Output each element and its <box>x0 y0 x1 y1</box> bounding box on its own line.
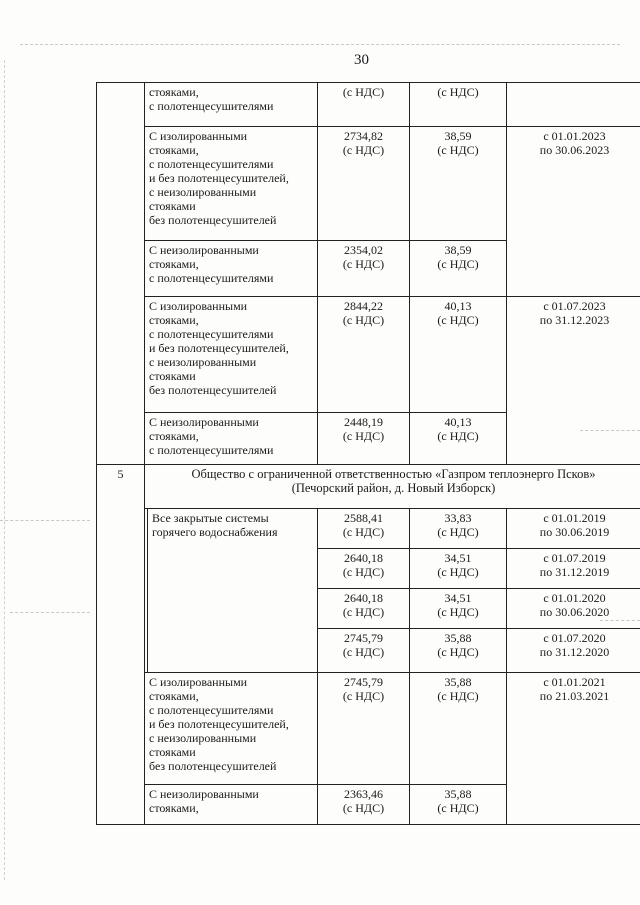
component-cell: 35,88 (с НДС) <box>410 785 507 825</box>
tariff-cell: 2588,41 (с НДС) <box>318 509 410 549</box>
section-number: 5 <box>97 465 145 825</box>
component-cell: 34,51 (с НДС) <box>410 549 507 589</box>
component-cell: 33,83 (с НДС) <box>410 509 507 549</box>
table-row <box>97 509 640 549</box>
component-cell: 35,88 (с НДС) <box>410 673 507 785</box>
table-row <box>97 127 640 241</box>
tariff-table <box>96 82 640 825</box>
tariff-cell: 2354,02 (с НДС) <box>318 241 410 297</box>
organization-name: Общество с ограниченной ответственностью «Газпром теплоэнерго Псков» (Печорский район, д. Новый Изборск) <box>145 465 640 509</box>
tariff-cell: 2640,18 (с НДС) <box>318 549 410 589</box>
period-cell: с 01.07.2020 по 31.12.2020 <box>507 629 640 673</box>
tariff-cell: 2363,46 (с НДС) <box>318 785 410 825</box>
table-row <box>97 297 640 413</box>
consumer-type-cell: С неизолированными стояками, <box>145 785 318 825</box>
page-number: 30 <box>354 52 369 68</box>
consumer-type-cell: С неизолированными стояками, с полотенцесушителями <box>145 413 318 465</box>
component-cell: 38,59 (с НДС) <box>410 241 507 297</box>
tariff-cell: 2640,18 (с НДС) <box>318 589 410 629</box>
tariff-cell: (с НДС) <box>318 83 410 127</box>
consumer-type-cell: С неизолированными стояками, с полотенцесушителями <box>145 241 318 297</box>
component-cell: (с НДС) <box>410 83 507 127</box>
period-cell: с 01.01.2023 по 30.06.2023 <box>507 127 640 297</box>
component-cell: 40,13 (с НДС) <box>410 297 507 413</box>
tariff-cell: 2745,79 (с НДС) <box>318 673 410 785</box>
component-cell: 40,13 (с НДС) <box>410 413 507 465</box>
tariff-cell: 2448,19 (с НДС) <box>318 413 410 465</box>
period-cell <box>507 83 640 127</box>
component-cell: 34,51 (с НДС) <box>410 589 507 629</box>
period-cell: с 01.01.2020 по 30.06.2020 <box>507 589 640 629</box>
table-row <box>97 465 640 509</box>
consumer-type-cell: стояками, с полотенцесушителями <box>145 83 318 127</box>
tariff-cell: 2734,82 (с НДС) <box>318 127 410 241</box>
period-cell: с 01.01.2019 по 30.06.2019 <box>507 509 640 549</box>
tariff-cell: 2844,22 (с НДС) <box>318 297 410 413</box>
consumer-type-cell: Все закрытые системы горячего водоснабжения <box>148 509 318 673</box>
component-cell: 38,59 (с НДС) <box>410 127 507 241</box>
table-row <box>97 673 640 785</box>
consumer-type-cell: С изолированными стояками, с полотенцесушителями и без полотенцесушителей, с неизолированными стояками без полотенцесушителей <box>145 127 318 241</box>
consumer-type-cell: С изолированными стояками, с полотенцесушителями и без полотенцесушителей, с неизолированными стояками без полотенцесушителей <box>145 673 318 785</box>
table-row <box>97 83 640 127</box>
component-cell: 35,88 (с НДС) <box>410 629 507 673</box>
consumer-type-cell: С изолированными стояками, с полотенцесушителями и без полотенцесушителей, с неизолированными стояками без полотенцесушителей <box>145 297 318 413</box>
period-cell: с 01.07.2023 по 31.12.2023 <box>507 297 640 465</box>
period-cell: с 01.01.2021 по 21.03.2021 <box>507 673 640 825</box>
tariff-cell: 2745,79 (с НДС) <box>318 629 410 673</box>
number-cell <box>97 83 145 465</box>
period-cell: с 01.07.2019 по 31.12.2019 <box>507 549 640 589</box>
